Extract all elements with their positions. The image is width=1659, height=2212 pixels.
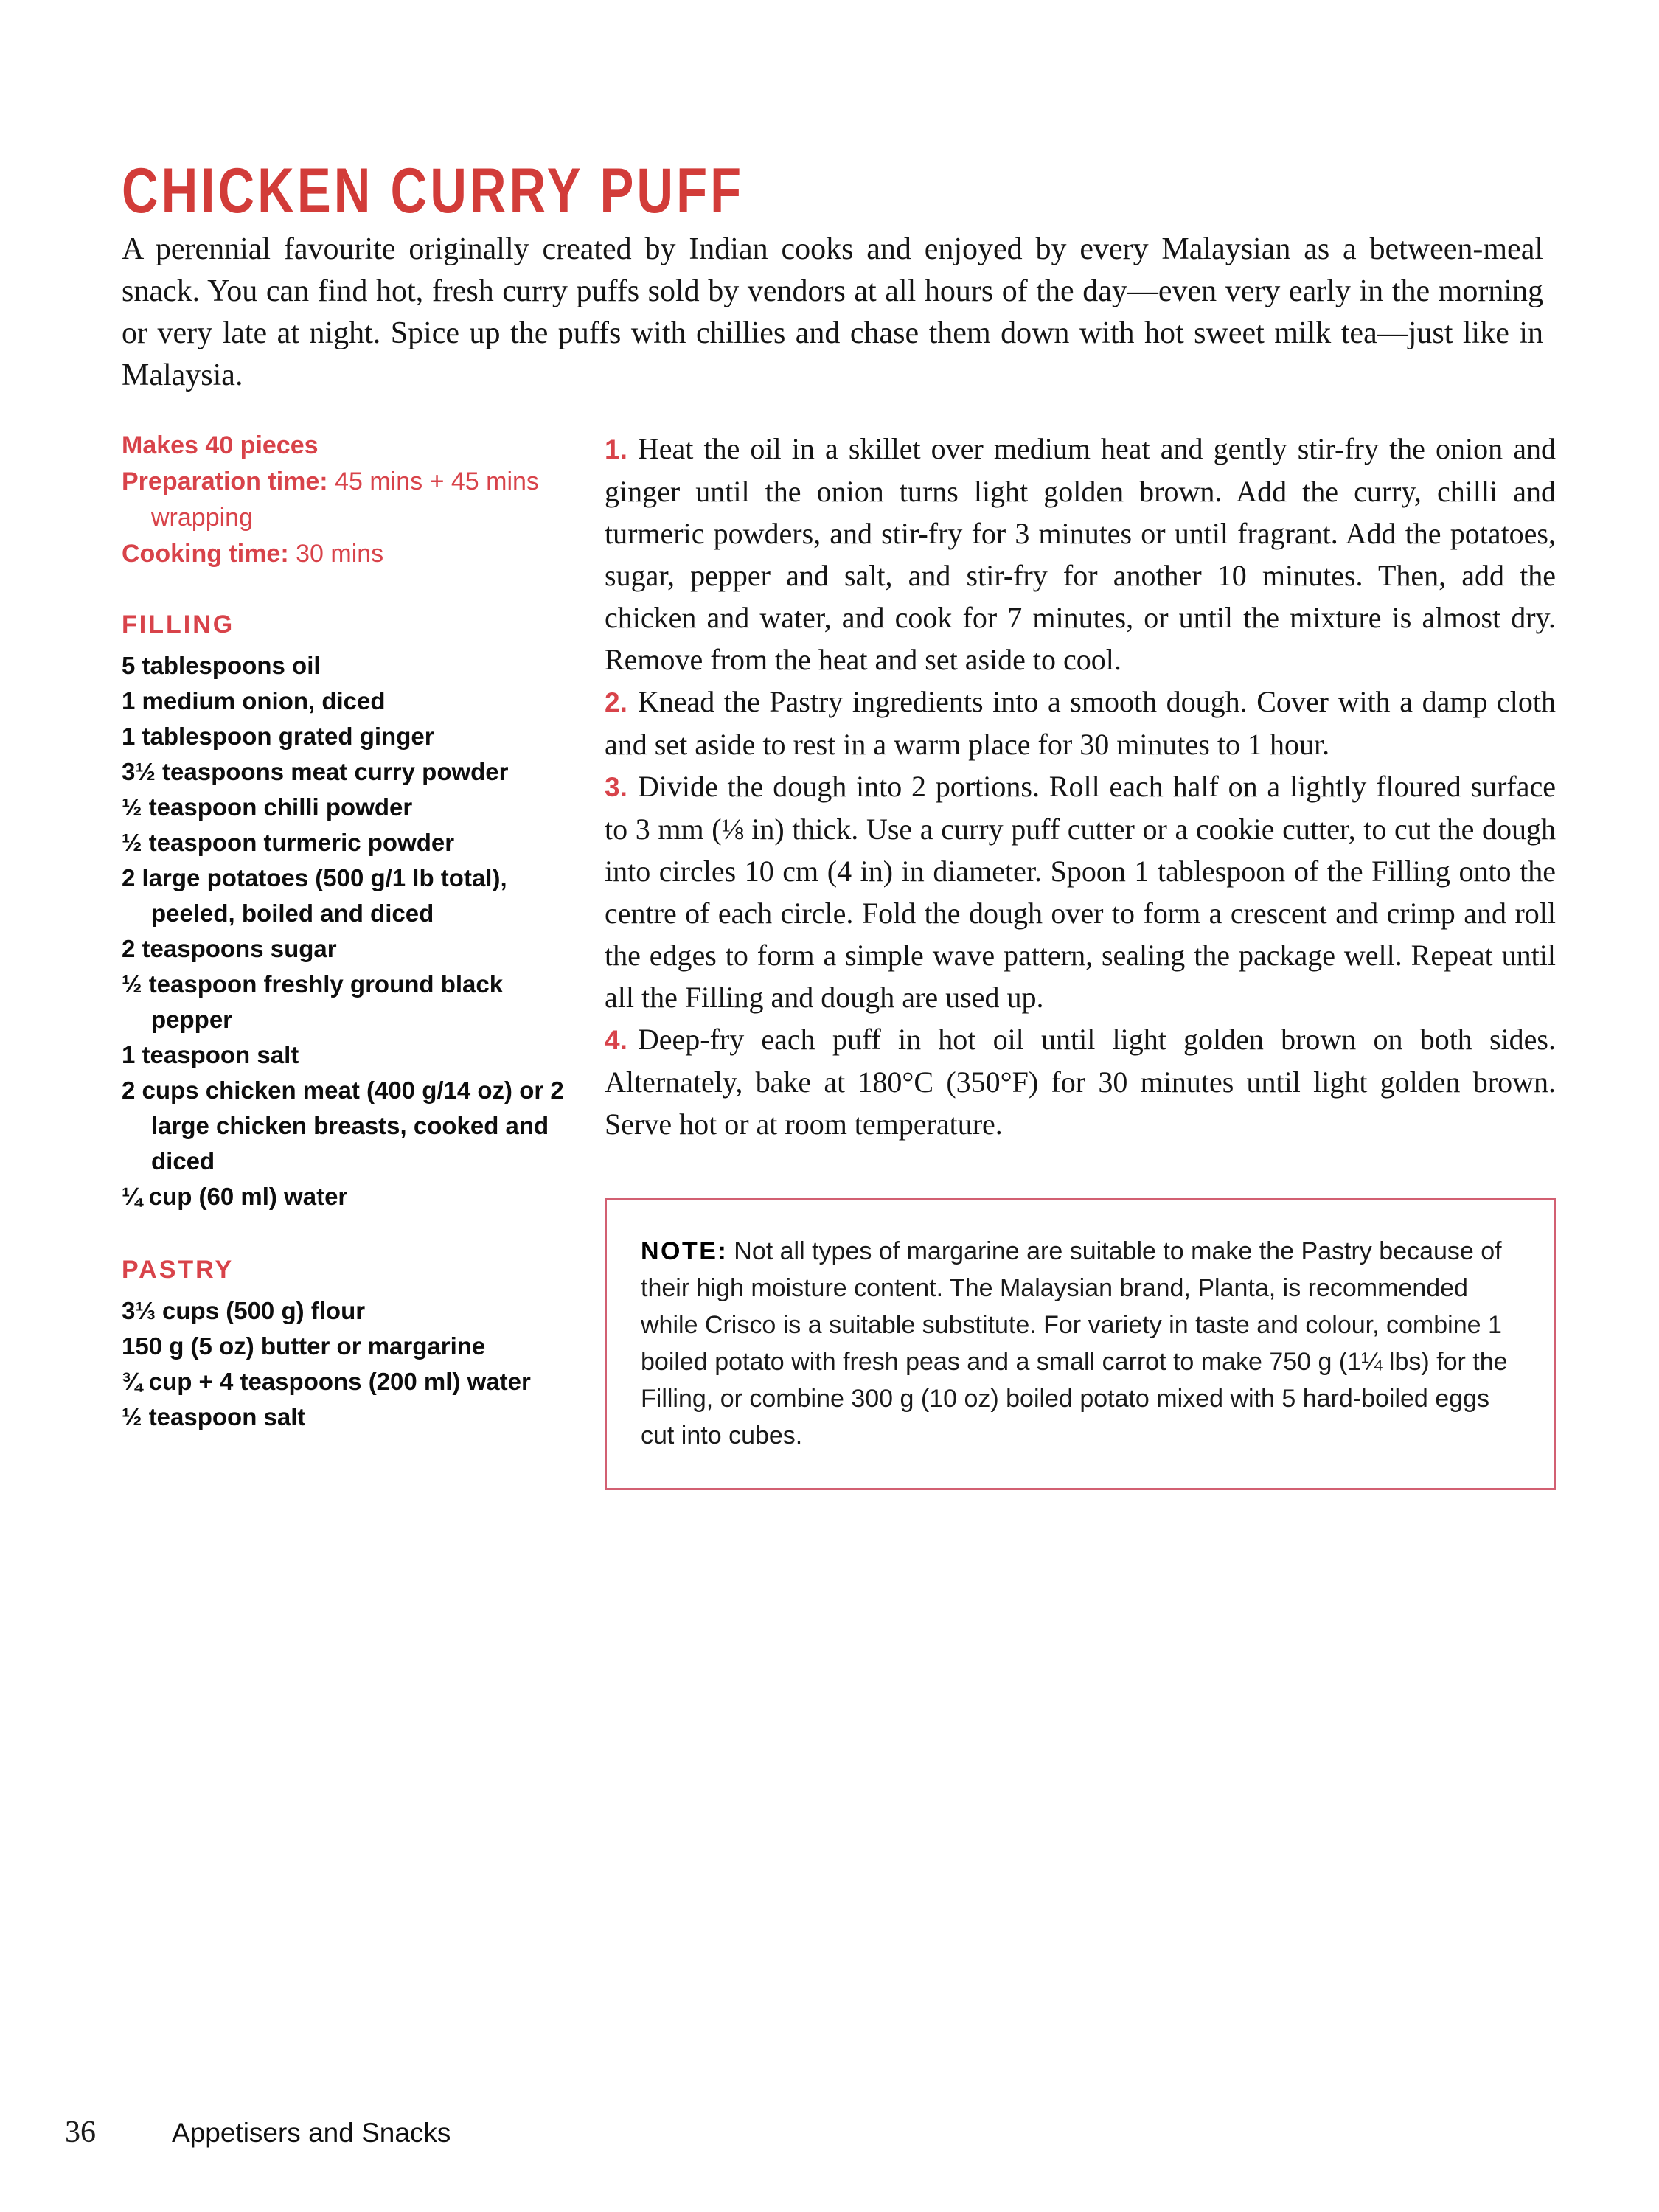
ingredient-item: 150 g (5 oz) butter or margarine: [122, 1332, 486, 1360]
yield-text: Makes 40 pieces: [122, 431, 319, 459]
step-text: Knead the Pastry ingredients into a smooth dough. Cover with a damp cloth and set aside to rest in a warm place for 30 minutes to 1 hour.: [605, 685, 1556, 761]
filling-list: [122, 648, 582, 1214]
note-label: NOTE:: [641, 1237, 728, 1265]
ingredient-item: ¼ cup (60 ml) water: [122, 1183, 348, 1210]
footer-page-number: 36: [65, 2115, 96, 2149]
step-number: 2.: [605, 687, 627, 717]
method-column: [605, 428, 1556, 1490]
ingredient-item: 1 medium onion, diced: [122, 687, 386, 714]
cook-time-label: Cooking time:: [122, 540, 289, 568]
ingredient-item: 3½ teaspoons meat curry powder: [122, 758, 509, 785]
step-number: 4.: [605, 1025, 627, 1055]
intro-paragraph: A perennial favourite originally created by Indian cooks and enjoyed by every Malaysian as a between-meal snack. You can find hot, fresh curry puffs sold by vendors at all hours of the day—even very early in the morning or very late at night. Spice up the puffs with chillies and chase them down with hot sweet milk tea—just like in Malaysia.: [122, 232, 1543, 392]
ingredient-item: 2 large potatoes (500 g/1 lb total), peeled, boiled and diced: [122, 864, 507, 927]
step-text: Deep-fry each puff in hot oil until light golden brown on both sides. Alternately, bake at 180°C (350°F) for 30 minutes until light golden brown. Serve hot or at room temperature.: [605, 1023, 1556, 1141]
ingredient-item: 1 teaspoon salt: [122, 1041, 299, 1068]
prep-time-value: 45 mins + 45 mins wrapping: [151, 467, 539, 532]
filling-heading: FILLING: [122, 611, 235, 639]
step-item: [605, 1018, 1556, 1145]
step-text: Divide the dough into 2 portions. Roll each half on a lightly floured surface to 3 mm (⅛ in) thick. Use a curry puff cutter or a cookie cutter, to cut the dough into circles 10 cm (4 in) in diameter. Spoon 1 tablespoon of the Filling onto the centre of each circle. Fold the dough over to form a crescent and crimp and roll the edges to form a simple wave pattern, sealing the package well. Repeat until all the Filling and dough are used up.: [605, 770, 1556, 1014]
footer-section-label: Appetisers and Snacks: [172, 2118, 451, 2148]
pastry-heading: PASTRY: [122, 1256, 234, 1284]
step-number: 3.: [605, 772, 627, 802]
step-item: [605, 765, 1556, 1018]
ingredient-item: 3⅓ cups (500 g) flour: [122, 1297, 366, 1324]
pastry-list: [122, 1293, 582, 1435]
note-text: Not all types of margarine are suitable to make the Pastry because of their high moisture content. The Malaysian brand, Planta, is recommended while Crisco is a suitable substitute. For variety in taste and colour, combine 1 boiled potato with fresh peas and a small carrot to make 750 g (1¼ lbs) for the Filling, or combine 300 g (10 oz) boiled potato mixed with 5 hard-boiled eggs cut into cubes.: [641, 1237, 1508, 1450]
ingredient-item: 2 cups chicken meat (400 g/14 oz) or 2 large chicken breasts, cooked and diced: [122, 1077, 564, 1175]
page-title: [122, 155, 900, 228]
step-number: 1.: [605, 434, 627, 465]
ingredients-column: [122, 428, 582, 1490]
ingredient-item: 1 tablespoon grated ginger: [122, 723, 434, 750]
ingredient-item: ½ teaspoon freshly ground black pepper: [122, 970, 504, 1033]
ingredient-item: 5 tablespoons oil: [122, 652, 321, 679]
recipe-meta: [122, 428, 582, 572]
prep-time-line: [122, 464, 582, 536]
prep-time-label: Preparation time:: [122, 467, 328, 495]
steps-list: [605, 428, 1556, 1145]
note-box: [605, 1198, 1556, 1490]
ingredient-item: ½ teaspoon chilli powder: [122, 793, 413, 821]
recipe-columns: [122, 428, 1556, 1490]
ingredient-item: ½ teaspoon salt: [122, 1403, 306, 1430]
step-item: [605, 681, 1556, 765]
page-title-text: CHICKEN CURRY PUFF: [122, 155, 745, 226]
ingredient-item: 2 teaspoons sugar: [122, 935, 337, 962]
step-item: [605, 428, 1556, 681]
ingredient-item: ½ teaspoon turmeric powder: [122, 829, 455, 856]
filling-section: [122, 611, 582, 1214]
ingredient-item: ¾ cup + 4 teaspoons (200 ml) water: [122, 1368, 531, 1395]
cook-time-value: 30 mins: [296, 540, 384, 568]
pastry-section: [122, 1256, 582, 1435]
cook-time-line: [122, 536, 582, 572]
yield-line: [122, 428, 582, 464]
step-text: Heat the oil in a skillet over medium heat and gently stir-fry the onion and ginger until the onion turns light golden brown. Add the curry, chilli and turmeric powders, and stir-fry for 3 minutes or until fragrant. Add the potatoes, sugar, pepper and salt, and stir-fry for another 10 minutes. Then, add the chicken and water, and cook for 7 minutes, or until the mixture is almost dry. Remove from the heat and set aside to cool.: [605, 432, 1556, 676]
